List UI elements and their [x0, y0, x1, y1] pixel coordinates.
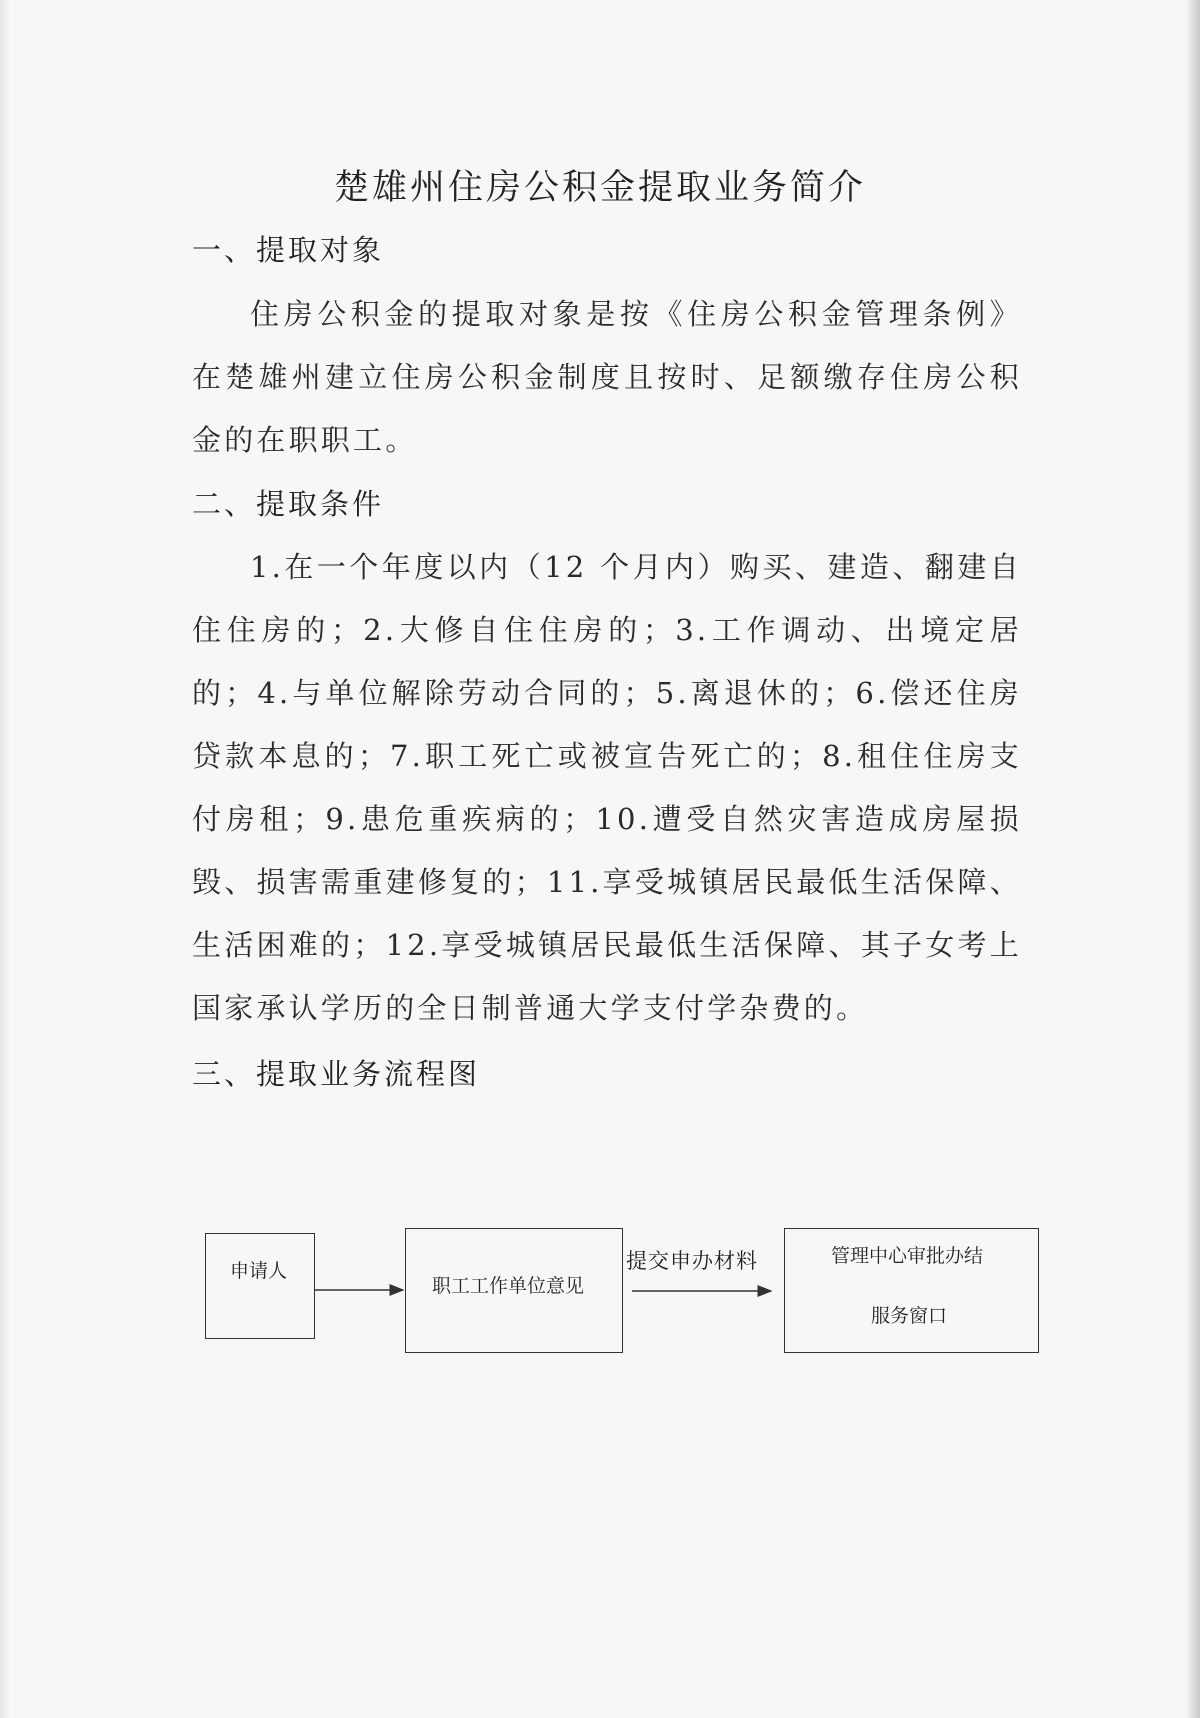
page-edge-right	[1186, 0, 1200, 1718]
flow-box-service-center	[784, 1228, 1039, 1353]
flow-box-center-line2: 服务窗口	[871, 1305, 948, 1327]
flow-box-applicant-label: 申请人	[230, 1260, 288, 1282]
flow-box-center-line1: 管理中心审批办结	[831, 1245, 984, 1267]
page-edge-left	[0, 0, 10, 1718]
document-title: 楚雄州住房公积金提取业务简介	[333, 168, 866, 208]
flow-box-employer-label: 职工工作单位意见	[432, 1275, 585, 1297]
section-heading-conditions: 二、提取条件	[192, 487, 385, 521]
section-paragraph-conditions: 1.在一个年度以内（12 个月内）购买、建造、翻建自住住房的；2.大修自住住房的；3.工作调动、出境定居的；4.与单位解除劳动合同的；5.离退休的；6.偿还住房贷款本息的；7.职工死亡或被宣告死亡的；8.租住住房支付房租；9.患危重疾病的；10.遭受自然灾害造成房屋损毁、损害需重建修复的；11.享受城镇居民最低生活保障、生活困难的；12.享受城镇居民最低生活保障、其子女考上国家承认学历的全日制普通大学支付学杂费的。	[192, 550, 1022, 1025]
section-heading-flowchart: 三、提取业务流程图	[192, 1057, 481, 1091]
section-heading-subjects: 一、提取对象	[192, 233, 385, 267]
flow-arrow-label-submit: 提交申办材料	[626, 1249, 758, 1273]
flow-box-employer-opinion	[405, 1228, 623, 1353]
section-paragraph-subjects: 住房公积金的提取对象是按《住房公积金管理条例》在楚雄州建立住房公积金制度且按时、足额缴存住房公积金的在职职工。	[192, 297, 1022, 457]
flow-box-applicant	[205, 1233, 315, 1339]
